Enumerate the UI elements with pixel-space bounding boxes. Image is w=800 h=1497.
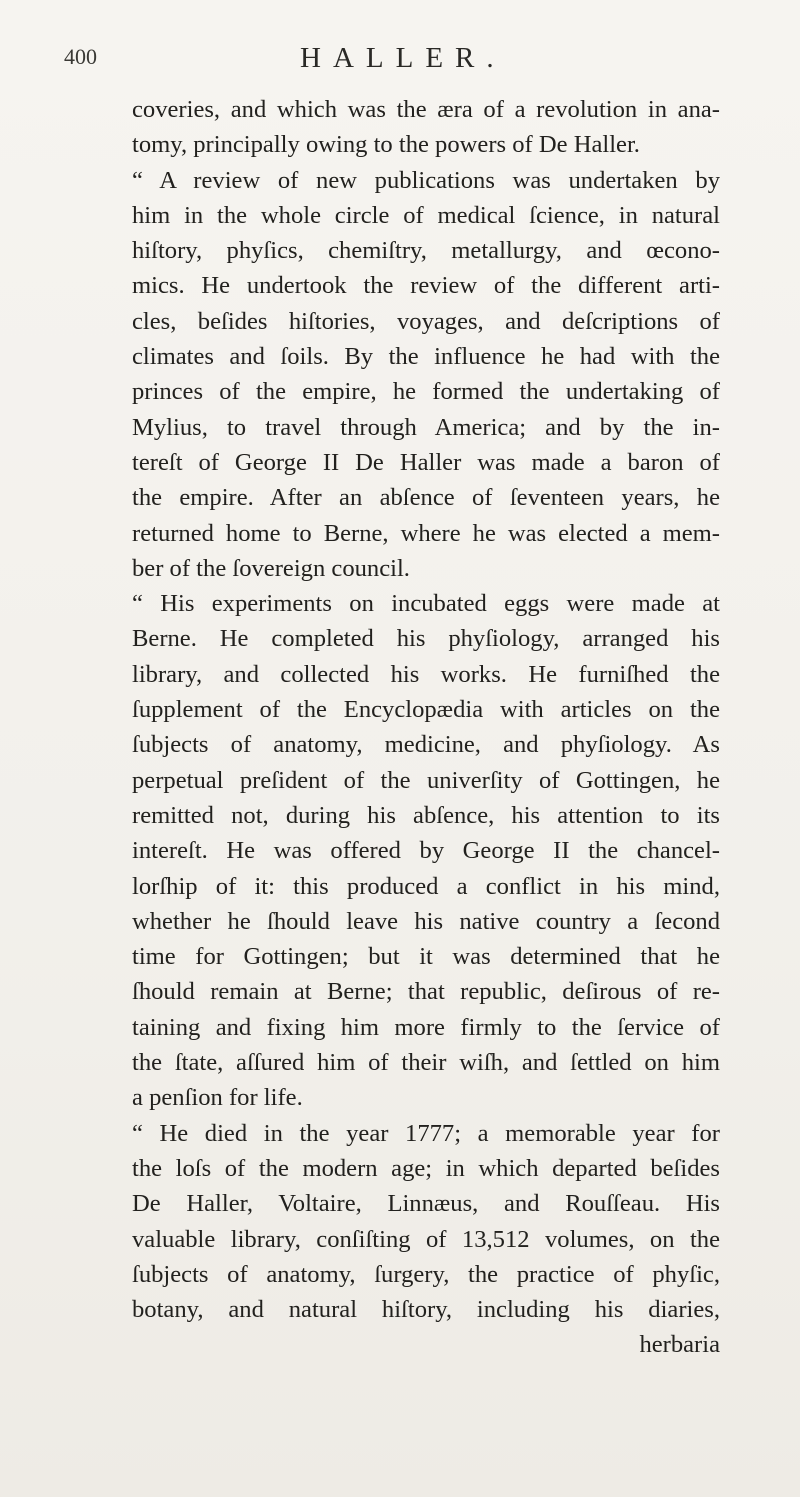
text-line: library, and collected his works. He furniſhed the: [132, 660, 720, 688]
text-line: De Haller, Voltaire, Linnæus, and Rouſſeau. His: [132, 1190, 720, 1218]
text-line: taining and fixing him more firmly to the ſervice of: [132, 1013, 720, 1041]
text-line: “ A review of new publications was undertaken by: [132, 166, 720, 194]
text-line: whether he ſhould leave his native country a ſecond: [132, 907, 720, 935]
text-line: returned home to Berne, where he was elected a mem-: [132, 519, 720, 547]
text-line: ſhould remain at Berne; that republic, deſirous of re-: [132, 978, 720, 1006]
text-line: tereſt of George II De Haller was made a baron of: [132, 448, 720, 476]
text-line: “ He died in the year 1777; a memorable year for: [132, 1119, 720, 1147]
text-line: hiſtory, phyſics, chemiſtry, metallurgy, and œcono-: [132, 237, 720, 265]
catchword: herbaria: [639, 1331, 720, 1359]
text-line: Mylius, to travel through America; and by the in-: [132, 413, 720, 441]
text-line: ſupplement of the Encyclopædia with articles on the: [132, 696, 720, 724]
page-header: [0, 42, 800, 82]
text-line: a penſion for life.: [132, 1084, 303, 1112]
text-line: intereſt. He was offered by George II the chancel-: [132, 837, 720, 865]
text-line: cles, beſides hiſtories, voyages, and deſcriptions of: [132, 307, 720, 335]
text-line: “ His experiments on incubated eggs were made at: [132, 590, 720, 618]
text-line: climates and ſoils. By the influence he had with the: [132, 343, 720, 371]
running-head: HALLER.: [300, 42, 506, 74]
text-line: tomy, principally owing to the powers of De Haller.: [132, 131, 640, 159]
text-line: ſubjects of anatomy, medicine, and phyſiology. As: [132, 731, 720, 759]
text-line: remitted not, during his abſence, his attention to its: [132, 801, 720, 829]
text-line: ſubjects of anatomy, ſurgery, the practice of phyſic,: [132, 1260, 720, 1288]
text-line: mics. He undertook the review of the different arti-: [132, 272, 720, 300]
text-line: lorſhip of it: this produced a conflict in his mind,: [132, 872, 720, 900]
text-line: time for Gottingen; but it was determined that he: [132, 943, 720, 971]
body-text: [132, 92, 720, 1363]
text-line: ber of the ſovereign council.: [132, 554, 410, 582]
text-line: the loſs of the modern age; in which departed beſides: [132, 1154, 720, 1182]
text-line: coveries, and which was the æra of a revolution in ana-: [132, 96, 720, 123]
text-line: princes of the empire, he formed the undertaking of: [132, 378, 720, 406]
text-line: him in the whole circle of medical ſcience, in natural: [132, 201, 720, 229]
page-number: 400: [64, 44, 97, 69]
text-line: botany, and natural hiſtory, including his diaries,: [132, 1296, 720, 1324]
text-line: perpetual preſident of the univerſity of Gottingen, he: [132, 766, 720, 794]
text-line: the ſtate, aſſured him of their wiſh, and ſettled on him: [132, 1049, 720, 1077]
text-line: the empire. After an abſence of ſeventeen years, he: [132, 484, 720, 512]
text-line: Berne. He completed his phyſiology, arranged his: [132, 625, 720, 653]
text-line: valuable library, conſiſting of 13,512 volumes, on the: [132, 1225, 720, 1253]
